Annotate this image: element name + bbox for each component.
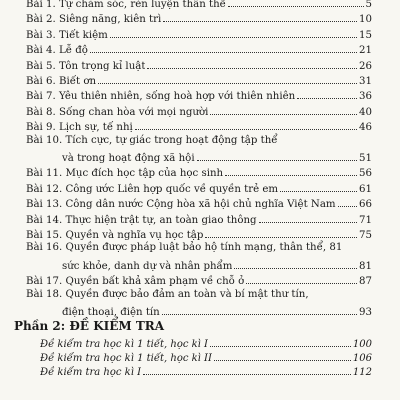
toc-entry-title: Bài 2. Siêng năng, kiên trì	[26, 14, 162, 26]
dot-leader	[98, 71, 357, 84]
toc-entry-title: Bài 3. Tiết kiệm	[26, 29, 108, 41]
toc-entry-title: Bài 7. Yêu thiên nhiên, sống hoà hợp với thiên nhiên	[26, 91, 296, 103]
toc-entry-title: Bài 8. Sống chan hòa với mọi người	[26, 106, 209, 118]
toc-entry-title-cont: sức khỏe, danh dự và nhân phẩm	[62, 260, 233, 272]
toc-entry-lesson-18	[26, 287, 372, 302]
toc-entry-lesson-6	[26, 71, 372, 86]
toc-entry-page: 51	[359, 153, 372, 164]
dot-leader	[197, 148, 357, 161]
dot-leader	[143, 362, 351, 375]
dot-leader	[228, 0, 364, 7]
dot-leader	[214, 348, 351, 361]
toc-entry-page: 106	[352, 353, 372, 365]
toc-entry-title: Bài 16. Quyền được pháp luật bảo hộ tính mạng, thân thể,	[26, 242, 327, 254]
toc-entry-page: 10	[359, 14, 372, 26]
toc-entry-lesson-2	[26, 9, 372, 24]
toc-entry-lesson-10-cont	[62, 148, 372, 163]
toc-entry-title: Đề kiểm tra học kì I	[40, 367, 142, 379]
toc-entry-title: Bài 14. Thực hiện trật tự, an toàn giao thông	[26, 214, 257, 226]
toc-entry-lesson-14	[26, 210, 372, 225]
toc-entry-lesson-18-cont	[62, 302, 372, 317]
toc-entry-title: Bài 15. Quyền và nghĩa vụ học tập	[26, 230, 204, 241]
toc-entry-title: Bài 12. Công ước Liên hợp quốc về quyền trẻ em	[26, 183, 279, 195]
toc-entry-page: 31	[359, 76, 372, 87]
toc-entry-page: 100	[352, 339, 372, 351]
toc-entry-page: 40	[359, 106, 372, 118]
toc-entry-lesson-10	[26, 133, 372, 148]
toc-entry-title: Bài 4. Lễ độ	[26, 45, 88, 57]
toc-entry-lesson-9	[26, 117, 372, 132]
toc-entry-page: 81	[359, 260, 372, 272]
toc-entry-page: 36	[359, 91, 372, 103]
toc-entry-title-cont: và trong hoạt động xã hội	[62, 153, 195, 164]
toc-entry-lesson-16-cont	[62, 256, 372, 271]
toc-entry-title-cont: điện thoại, điện tín	[62, 307, 160, 318]
toc-entry-title: Bài 6. Biết ơn	[26, 76, 97, 87]
dot-leader	[162, 302, 357, 315]
dot-leader	[135, 117, 357, 130]
toc-entry-test-2	[40, 348, 372, 365]
toc-entry-lesson-11	[26, 163, 372, 178]
toc-entry-page: 5	[365, 0, 372, 10]
toc-entry-lesson-3	[26, 25, 372, 40]
toc-entry-title: Bài 17. Quyền bất khả xâm phạm về chỗ ở	[26, 276, 245, 288]
toc-entry-title: Bài 1. Tự chăm sóc, rèn luyện thân thể	[26, 0, 226, 10]
toc-entry-page: 112	[352, 367, 372, 379]
toc-entry-title: Đề kiểm tra học kì 1 tiết, học kì I	[40, 339, 209, 351]
toc-entry-lesson-17	[26, 271, 372, 286]
toc-entry-page: 26	[359, 60, 372, 72]
toc-entry-page: 66	[359, 199, 372, 211]
toc-entry-lesson-16	[26, 240, 372, 255]
dot-leader	[246, 271, 357, 284]
toc-entry-title: Bài 11. Mục đích học tập của học sinh	[26, 168, 224, 180]
dot-leader	[210, 334, 351, 347]
toc-entry-title: Bài 18. Quyền được bảo đảm an toàn và bí mật thư tín,	[26, 288, 309, 300]
dot-leader	[110, 25, 357, 38]
toc-entry-page: 75	[359, 230, 372, 241]
toc-entry-test-1	[40, 334, 372, 351]
dot-leader	[259, 210, 357, 223]
toc-entry-lesson-4	[26, 40, 372, 55]
dot-leader	[210, 102, 357, 115]
dot-leader	[205, 225, 357, 238]
toc-entry-lesson-15	[26, 225, 372, 240]
toc-entry-page: 71	[359, 214, 372, 226]
toc-entry-title: Bài 13. Công dân nước Cộng hòa xã hội chủ nghĩa Việt Nam	[26, 199, 336, 211]
toc-entry-page: 15	[359, 29, 372, 41]
dot-leader	[163, 9, 357, 22]
dot-leader	[280, 179, 357, 192]
toc-entry-page-inline: 81	[329, 242, 343, 254]
part-2-heading: Phần 2: ĐỀ KIỂM TRA	[14, 319, 165, 334]
dot-leader	[234, 256, 357, 269]
toc-entry-lesson-1	[26, 0, 372, 9]
toc-entry-title: Bài 10. Tích cực, tự giác trong hoạt động tập thể	[26, 134, 278, 146]
toc-entry-lesson-8	[26, 102, 372, 117]
dot-leader	[147, 56, 357, 69]
toc-entry-page: 87	[359, 276, 372, 288]
toc-entry-lesson-13	[26, 194, 372, 209]
toc-entry-page: 56	[359, 168, 372, 180]
toc-entry-test-3	[40, 362, 372, 379]
toc-entry-lesson-12	[26, 179, 372, 194]
toc-entry-page: 61	[359, 183, 372, 195]
toc-entry-title: Bài 5. Tôn trọng kỉ luật	[26, 60, 146, 72]
dot-leader	[225, 163, 357, 176]
toc-entry-lesson-7	[26, 86, 372, 101]
dot-leader	[90, 40, 357, 53]
toc-entry-title: Đề kiểm tra học kì 1 tiết, học kì II	[40, 353, 212, 365]
dot-leader	[297, 86, 357, 99]
toc-entry-lesson-5	[26, 56, 372, 71]
toc-entry-page: 93	[359, 307, 372, 318]
toc-entry-title: Bài 9. Lịch sự, tế nhị	[26, 122, 133, 134]
toc-entry-page: 21	[359, 45, 372, 57]
toc-entry-page: 46	[359, 122, 372, 134]
dot-leader	[338, 194, 357, 207]
